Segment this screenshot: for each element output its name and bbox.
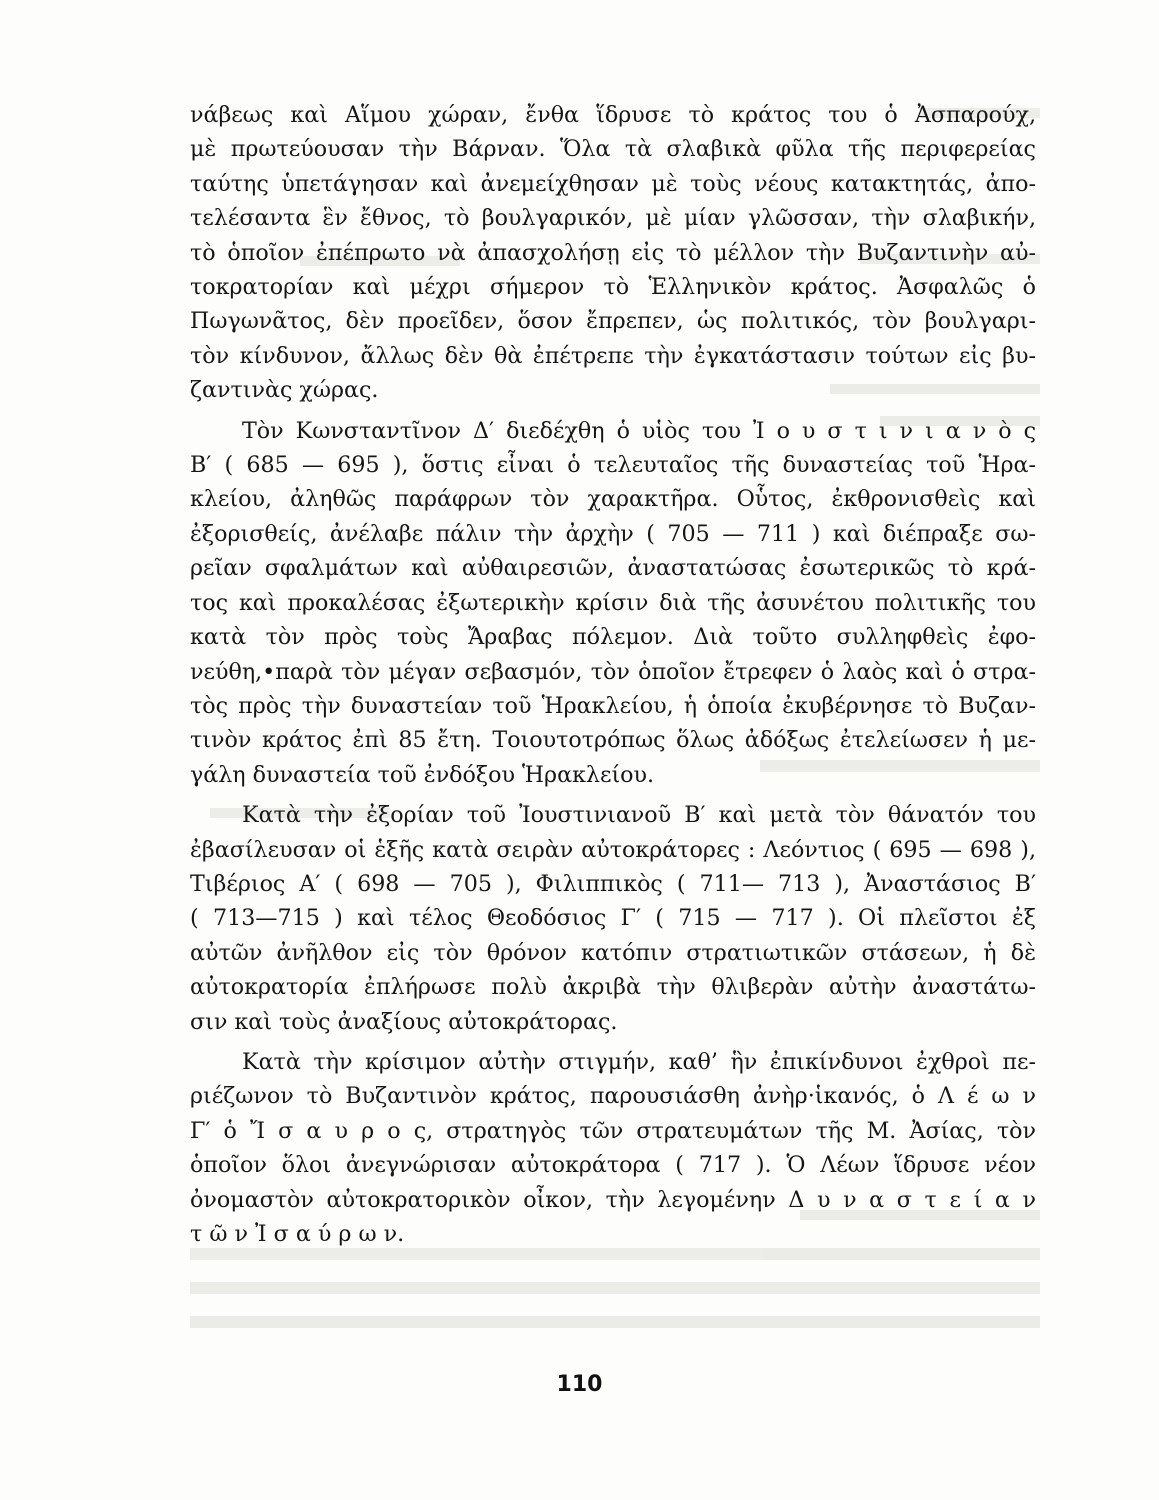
paragraph: [190, 414, 1036, 792]
text-line: τὸ ὁποῖον ἐπέπρωτο νὰ ἀπασχολήσῃ εἰς τὸ μέλλον τὴν Βυζαντινὴν αὐ-: [190, 239, 1036, 266]
text-line: ὀνομαστὸν αὐτοκρατορικὸν οἶκον, τὴν λεγομένην Δ υ ν α σ τ ε ί α ν: [190, 1186, 1036, 1213]
text-line: Πωγωνᾶτος, δὲν προεῖδεν, ὅσον ἔπρεπεν, ὡς πολιτικός, τὸν βουλγαρι-: [190, 308, 1036, 335]
text-line: τος καὶ προκαλέσας ἐξωτερικὴν κρίσιν διὰ τῆς ἀσυνέτου πολιτικῆς του: [190, 589, 1036, 616]
text-line: κατὰ τὸν πρὸς τοὺς Ἄραβας πόλεμον. Διὰ τοῦτο συλληφθεὶς ἐφο-: [190, 624, 1036, 651]
text-line: Κατὰ τὴν κρίσιμον αὐτὴν στιγμήν, καθ’ ἣν ἐπικίνδυνοι ἐχθροὶ πε-: [242, 1048, 1036, 1075]
text-line: Β′ ( 685 — 695 ), ὅστις εἶναι ὁ τελευταῖος τῆς δυναστείας τοῦ Ἡρα-: [190, 452, 1036, 479]
text-line: μὲ πρωτεύουσαν τὴν Βάρναν. Ὅλα τὰ σλαβικὰ φῦλα τῆς περιφερείας: [190, 136, 1036, 163]
text-line: ριέζωνον τὸ Βυζαντινὸν κράτος, παρουσιάσθη ἀνὴρ·ἱκανός, ὁ Λ έ ω ν: [190, 1083, 1036, 1110]
page-number: 110: [556, 1372, 603, 1397]
text-line: Τὸν Κωνσταντῖνον Δ′ διεδέχθη ὁ υἱὸς του Ἰ ο υ σ τ ι ν ι α ν ὸ ς: [242, 417, 1036, 444]
text-line: ἐξορισθείς, ἀνέλαβε πάλιν τὴν ἀρχὴν ( 705 — 711 ) καὶ διέπραξε σω-: [190, 520, 1036, 547]
text-line: νάβεως καὶ Αἵμου χώραν, ἔνθα ἵδρυσε τὸ κράτος του ὁ Ἀσπαρούχ,: [190, 102, 1036, 128]
text-line: ( 713—715 ) καὶ τέλος Θεοδόσιος Γ′ ( 715 — 717 ). Οἱ πλεῖστοι ἐξ: [190, 905, 1036, 932]
text-line: αὐτοκρατορία ἐπλήρωσε πολὺ ἀκριβὰ τὴν θλιβερὰν αὐτὴν ἀναστάτω-: [190, 974, 1036, 1001]
text-line: Κατὰ τὴν ἐξορίαν τοῦ Ἰουστινιανοῦ Β′ καὶ μετὰ τὸν θάνατόν του: [242, 802, 1036, 829]
text-line: ζαντινὰς χώρας.: [190, 377, 379, 404]
text-line: Τιβέριος Α′ ( 698 — 705 ), Φιλιππικὸς ( 711— 713 ), Ἀναστάσιος Β′: [190, 870, 1036, 897]
text-line: τὸν κίνδυνον, ἄλλως δὲν θὰ ἐπέτρεπε τὴν ἐγκατάστασιν τούτων εἰς βυ-: [190, 342, 1036, 369]
text-line: κλείου, ἀληθῶς παράφρων τὸν χαρακτῆρα. Οὗτος, ἐκθρονισθεὶς καὶ: [190, 486, 1036, 513]
text-line: αὐτῶν ἀνῆλθον εἰς τὸν θρόνον κατόπιν στρατιωτικῶν στάσεων, ἡ δὲ: [190, 939, 1036, 966]
text-line: ρεῖαν σφαλμάτων καὶ αὐθαιρεσιῶν, ἀναστατώσας ἐσωτερικῶς τὸ κρά-: [190, 555, 1036, 582]
text-line: ταύτης ὑπετάγησαν καὶ ἀνεμείχθησαν μὲ τοὺς νέους κατακτητάς, ἀπο-: [190, 170, 1036, 197]
body-text: [190, 98, 1036, 1257]
text-line: σιν καὶ τοὺς ἀναξίους αὐτοκράτορας.: [190, 1008, 618, 1035]
text-line: ὁποῖον ὅλοι ἀνεγνώρισαν αὐτοκράτορα ( 717 ). Ὁ Λέων ἵδρυσε νέον: [190, 1152, 1036, 1179]
paragraph: [190, 98, 1036, 408]
text-line: ἐβασίλευσαν οἱ ἑξῆς κατὰ σειρὰν αὐτοκράτορες : Λεόντιος ( 695 — 698 ),: [190, 836, 1036, 863]
paragraph: [190, 798, 1036, 1039]
text-line: Γ′ ὁ Ἴ σ α υ ρ ο ς, στρατηγὸς τῶν στρατευμάτων τῆς Μ. Ἀσίας, τὸν: [190, 1117, 1036, 1144]
text-line: τ ῶ ν Ἰ σ α ύ ρ ω ν.: [190, 1221, 405, 1247]
text-line: νεύθη,•παρὰ τὸν μέγαν σεβασμόν, τὸν ὁποῖον ἔτρεφεν ὁ λαὸς καὶ ὁ στρα-: [190, 658, 1036, 685]
text-line: τελέσαντα ἓν ἔθνος, τὸ βουλγαρικόν, μὲ μίαν γλῶσσαν, τὴν σλαβικήν,: [190, 205, 1036, 232]
text-line: τινὸν κράτος ἐπὶ 85 ἔτη. Τοιουτοτρόπως ὅλως ἀδόξως ἐτελείωσεν ἡ με-: [190, 727, 1036, 754]
paragraph: [190, 1045, 1036, 1251]
text-line: γάλη δυναστεία τοῦ ἐνδόξου Ἡρακλείου.: [190, 761, 655, 788]
text-line: τοκρατορίαν καὶ μέχρι σήμερον τὸ Ἑλληνικὸν κράτος. Ἀσφαλῶς ὁ: [190, 274, 1036, 301]
text-line: τὸς πρὸς τὴν δυναστείαν τοῦ Ἡρακλείου, ἡ ὁποία ἐκυβέρνησε τὸ Βυζαν-: [190, 692, 1036, 719]
